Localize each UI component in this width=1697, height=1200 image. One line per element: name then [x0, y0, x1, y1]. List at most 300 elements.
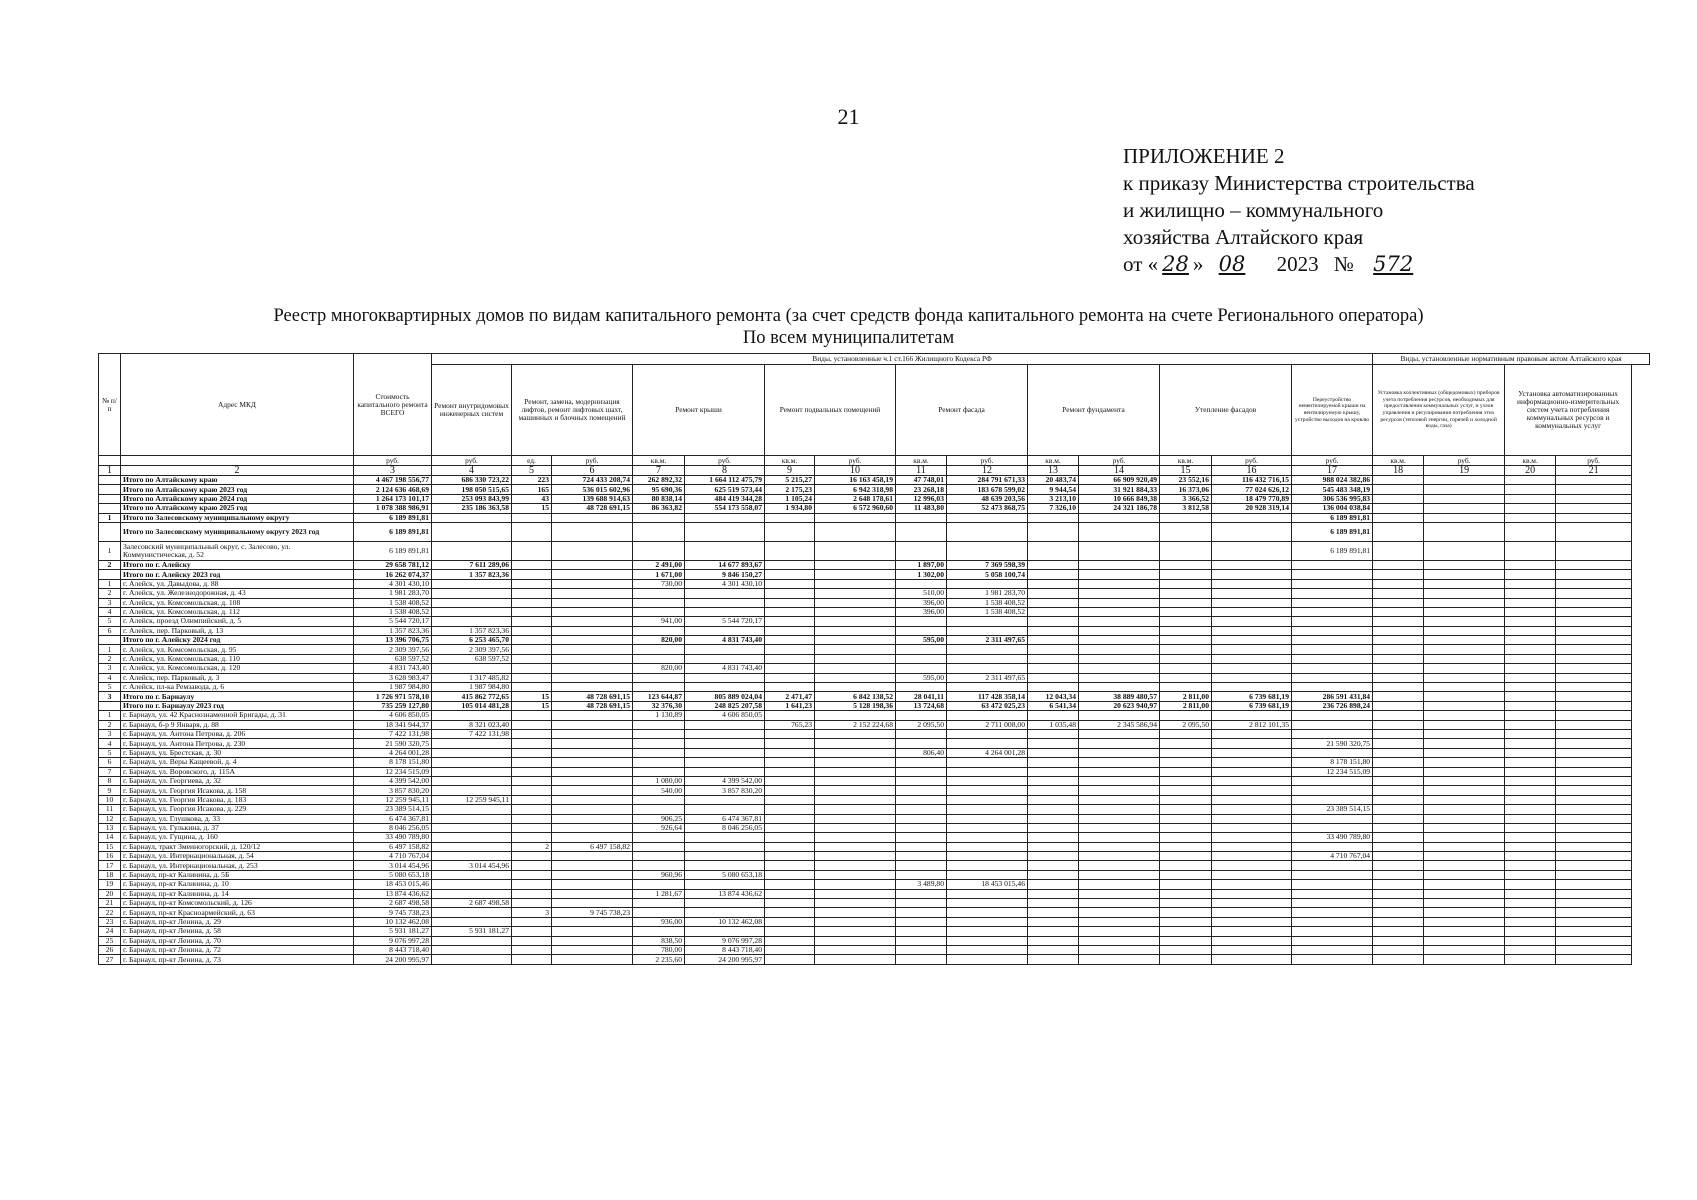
value-cell	[765, 589, 815, 598]
value-cell	[1373, 748, 1424, 757]
value-cell	[1028, 758, 1079, 767]
value-cell	[1160, 842, 1212, 851]
value-cell	[432, 889, 512, 898]
value-cell: 1 302,00	[896, 570, 947, 579]
index-cell: 21	[1556, 466, 1632, 476]
value-cell	[1160, 852, 1212, 861]
value-cell	[432, 936, 512, 945]
value-cell	[1424, 927, 1505, 936]
value-cell: 8 178 151,80	[354, 758, 432, 767]
header-cell: Ремонт фундамента	[1028, 365, 1160, 456]
value-cell	[1424, 476, 1505, 485]
value-cell: 48 639 203,56	[947, 494, 1028, 503]
value-cell	[765, 880, 815, 889]
value-cell: 820,00	[633, 664, 685, 673]
value-cell	[765, 945, 815, 954]
value-cell	[1079, 833, 1160, 842]
value-cell	[1505, 852, 1556, 861]
value-cell	[1505, 880, 1556, 889]
row-number-cell: 5	[99, 683, 121, 692]
value-cell	[685, 607, 765, 616]
value-cell	[1373, 513, 1424, 522]
value-cell	[1212, 636, 1292, 645]
value-cell: 18 453 015,46	[354, 880, 432, 889]
row-number-cell	[99, 522, 121, 541]
table-row	[99, 645, 1650, 654]
value-cell	[1556, 908, 1632, 917]
value-cell	[896, 664, 947, 673]
value-cell: 2 687 498,58	[354, 899, 432, 908]
row-number-cell	[99, 494, 121, 503]
address-cell: г. Алейск, ул. Комсомольская, д. 120	[121, 664, 354, 673]
value-cell: 23 389 514,15	[1292, 805, 1373, 814]
value-cell	[1160, 908, 1212, 917]
value-cell	[1424, 541, 1505, 560]
value-cell	[552, 617, 633, 626]
value-cell	[1556, 654, 1632, 663]
value-cell	[512, 560, 552, 569]
value-cell	[685, 739, 765, 748]
value-cell	[1505, 607, 1556, 616]
value-cell: 1 981 283,70	[354, 589, 432, 598]
value-cell	[512, 748, 552, 757]
value-cell	[1292, 598, 1373, 607]
value-cell	[1079, 927, 1160, 936]
value-cell	[815, 861, 896, 870]
value-cell	[552, 889, 633, 898]
value-cell	[1556, 861, 1632, 870]
value-cell: 14 677 893,67	[685, 560, 765, 569]
value-cell	[1556, 833, 1632, 842]
table-row	[99, 598, 1650, 607]
value-cell	[1556, 626, 1632, 635]
value-cell	[896, 758, 947, 767]
value-cell	[1160, 955, 1212, 964]
value-cell	[1212, 758, 1292, 767]
value-cell	[1028, 522, 1079, 541]
address-cell: г. Барнаул, пр-кт Ленина, д. 29	[121, 917, 354, 926]
value-cell	[1212, 626, 1292, 635]
index-cell: 10	[815, 466, 896, 476]
value-cell	[1373, 711, 1424, 720]
value-cell	[896, 870, 947, 879]
unit-cell	[99, 456, 121, 466]
value-cell	[1505, 908, 1556, 917]
value-cell	[1292, 560, 1373, 569]
value-cell	[633, 607, 685, 616]
value-cell	[947, 645, 1028, 654]
value-cell	[1556, 814, 1632, 823]
value-cell	[896, 683, 947, 692]
value-cell: 2 311 497,65	[947, 673, 1028, 682]
value-cell	[1292, 626, 1373, 635]
value-cell	[1505, 683, 1556, 692]
row-number-cell: 14	[99, 833, 121, 842]
value-cell: 18 341 944,37	[354, 720, 432, 729]
table-row	[99, 626, 1650, 635]
value-cell	[1160, 870, 1212, 879]
value-cell: 1 078 388 986,91	[354, 504, 432, 513]
value-cell	[1292, 889, 1373, 898]
value-cell	[1505, 541, 1556, 560]
value-cell	[1373, 579, 1424, 588]
value-cell	[1212, 748, 1292, 757]
value-cell	[896, 842, 947, 851]
value-cell	[1556, 607, 1632, 616]
value-cell	[1292, 683, 1373, 692]
value-cell	[896, 899, 947, 908]
value-cell: 31 921 884,33	[1079, 485, 1160, 494]
value-cell	[1505, 570, 1556, 579]
header-cell: Установка коллективных (общедомовых) приборов учета потребления ресурсов, необходимых для предоставления коммунальных услуг, и узлов управления и регулирования потребления этих ресурсов (тепловой энергии, горячей и холодной воды, газа)	[1373, 365, 1505, 456]
value-cell	[815, 823, 896, 832]
value-cell	[1373, 833, 1424, 842]
value-cell: 4 467 198 556,77	[354, 476, 432, 485]
value-cell	[1212, 852, 1292, 861]
unit-cell: кв.м.	[1160, 456, 1212, 466]
value-cell: 1 641,23	[765, 701, 815, 710]
value-cell	[1505, 589, 1556, 598]
value-cell	[765, 870, 815, 879]
value-cell: 2 235,60	[633, 955, 685, 964]
value-cell: 820,00	[633, 636, 685, 645]
address-cell: г. Барнаул, пр-кт Ленина, д. 73	[121, 955, 354, 964]
value-cell	[685, 795, 765, 804]
table-row	[99, 579, 1650, 588]
value-cell	[815, 870, 896, 879]
value-cell	[1160, 945, 1212, 954]
value-cell	[1292, 607, 1373, 616]
value-cell	[1160, 522, 1212, 541]
table-row	[99, 617, 1650, 626]
value-cell	[432, 852, 512, 861]
value-cell	[512, 776, 552, 785]
value-cell	[552, 560, 633, 569]
value-cell: 2	[512, 842, 552, 851]
address-cell: г. Алейск, ул. Комсомольская, д. 112	[121, 607, 354, 616]
value-cell	[1424, 654, 1505, 663]
table-row	[99, 955, 1650, 964]
value-cell	[1028, 645, 1079, 654]
value-cell: 1 671,00	[633, 570, 685, 579]
value-cell: 6 189 891,81	[354, 541, 432, 560]
table-row	[99, 701, 1650, 710]
value-cell	[947, 955, 1028, 964]
value-cell: 1 538 408,52	[947, 607, 1028, 616]
value-cell: 48 728 691,15	[552, 701, 633, 710]
value-cell	[1505, 494, 1556, 503]
value-cell: 838,50	[633, 936, 685, 945]
value-cell: 32 376,30	[633, 701, 685, 710]
number-label: №	[1333, 252, 1354, 276]
value-cell: 735 259 127,80	[354, 701, 432, 710]
value-cell: 2 309 397,56	[432, 645, 512, 654]
value-cell	[685, 842, 765, 851]
value-cell	[1424, 683, 1505, 692]
value-cell: 24 200 995,97	[685, 955, 765, 964]
value-cell	[1424, 513, 1505, 522]
document-title-block	[0, 305, 1697, 349]
address-cell: г. Алейск, проезд Олимпийский, д. 5	[121, 617, 354, 626]
value-cell	[685, 805, 765, 814]
value-cell	[1556, 852, 1632, 861]
value-cell: 7 369 598,39	[947, 560, 1028, 569]
value-cell	[896, 955, 947, 964]
value-cell: 29 658 781,12	[354, 560, 432, 569]
value-cell: 1 726 971 578,10	[354, 692, 432, 701]
value-cell	[1556, 485, 1632, 494]
index-cell: 3	[354, 466, 432, 476]
value-cell	[1212, 729, 1292, 738]
value-cell	[1079, 936, 1160, 945]
table-row	[99, 720, 1650, 729]
row-number-cell: 27	[99, 955, 121, 964]
value-cell: 15	[512, 692, 552, 701]
value-cell: 595,00	[896, 636, 947, 645]
value-cell	[1505, 560, 1556, 569]
value-cell	[947, 842, 1028, 851]
value-cell	[1556, 560, 1632, 569]
value-cell	[552, 823, 633, 832]
value-cell	[947, 617, 1028, 626]
value-cell	[512, 814, 552, 823]
value-cell	[1028, 880, 1079, 889]
value-cell	[512, 589, 552, 598]
value-cell	[432, 711, 512, 720]
value-cell	[1505, 823, 1556, 832]
value-cell	[1028, 927, 1079, 936]
value-cell	[1556, 476, 1632, 485]
value-cell	[552, 729, 633, 738]
address-cell: г. Барнаул, пр-кт Ленина, д. 72	[121, 945, 354, 954]
table-row	[99, 927, 1650, 936]
value-cell	[1079, 823, 1160, 832]
value-cell	[1212, 833, 1292, 842]
table-row	[99, 908, 1650, 917]
value-cell: 625 519 573,44	[685, 485, 765, 494]
value-cell	[1556, 701, 1632, 710]
value-cell: 1 317 485,82	[432, 673, 512, 682]
value-cell: 43	[512, 494, 552, 503]
value-cell: 6 842 138,52	[815, 692, 896, 701]
value-cell	[1373, 776, 1424, 785]
value-cell	[947, 823, 1028, 832]
table-row	[99, 758, 1650, 767]
value-cell: 1 664 112 475,79	[685, 476, 765, 485]
table-row	[99, 945, 1650, 954]
row-number-cell: 2	[99, 589, 121, 598]
value-cell: 396,00	[896, 598, 947, 607]
value-cell	[765, 786, 815, 795]
value-cell	[815, 570, 896, 579]
row-number-cell: 1	[99, 579, 121, 588]
address-cell: г. Барнаул, б-р 9 Января, д. 88	[121, 720, 354, 729]
value-cell	[512, 522, 552, 541]
value-cell: 2 811,00	[1160, 692, 1212, 701]
value-cell	[1079, 899, 1160, 908]
table-row	[99, 805, 1650, 814]
value-cell	[815, 927, 896, 936]
header-cell: Стоимость капитального ремонта ВСЕГО	[354, 354, 432, 456]
row-number-cell: 4	[99, 673, 121, 682]
value-cell: 9 846 150,27	[685, 570, 765, 579]
value-cell	[1028, 870, 1079, 879]
value-cell	[896, 522, 947, 541]
value-cell	[1505, 861, 1556, 870]
value-cell	[896, 936, 947, 945]
value-cell: 11 483,80	[896, 504, 947, 513]
value-cell: 80 838,14	[633, 494, 685, 503]
unit-cell: руб.	[1292, 456, 1373, 466]
value-cell	[633, 673, 685, 682]
value-cell	[947, 795, 1028, 804]
table-row	[99, 899, 1650, 908]
row-number-cell: 1	[99, 711, 121, 720]
value-cell	[1424, 701, 1505, 710]
value-cell: 3 857 830,20	[354, 786, 432, 795]
value-cell: 248 825 207,58	[685, 701, 765, 710]
row-number-cell: 19	[99, 880, 121, 889]
value-cell: 13 874 436,62	[685, 889, 765, 898]
value-cell	[1160, 673, 1212, 682]
value-cell	[1424, 748, 1505, 757]
value-cell	[1212, 541, 1292, 560]
value-cell	[765, 852, 815, 861]
value-cell	[1373, 654, 1424, 663]
value-cell: 1 281,67	[633, 889, 685, 898]
value-cell	[815, 805, 896, 814]
value-cell	[815, 955, 896, 964]
value-cell	[1292, 795, 1373, 804]
value-cell	[1028, 889, 1079, 898]
value-cell	[1373, 664, 1424, 673]
value-cell: 3 213,10	[1028, 494, 1079, 503]
value-cell	[1292, 589, 1373, 598]
value-cell	[512, 664, 552, 673]
value-cell	[1373, 626, 1424, 635]
value-cell	[1424, 852, 1505, 861]
value-cell	[815, 795, 896, 804]
value-cell: 906,25	[633, 814, 685, 823]
value-cell: 47 748,01	[896, 476, 947, 485]
value-cell: 5 080 653,18	[685, 870, 765, 879]
value-cell	[552, 758, 633, 767]
row-number-cell: 7	[99, 767, 121, 776]
address-cell: г. Алейск, ул. Комсомольская, д. 110	[121, 654, 354, 663]
value-cell	[896, 889, 947, 898]
value-cell	[1292, 917, 1373, 926]
unit-cell: руб.	[1212, 456, 1292, 466]
value-cell	[1424, 598, 1505, 607]
value-cell: 16 373,06	[1160, 485, 1212, 494]
handwritten-day: 28	[1162, 252, 1189, 276]
value-cell: 6 189 891,81	[1292, 541, 1373, 560]
appendix-line: хозяйства Алтайского края	[1123, 225, 1364, 249]
value-cell	[1028, 739, 1079, 748]
value-cell	[1505, 767, 1556, 776]
value-cell	[432, 748, 512, 757]
value-cell	[765, 917, 815, 926]
index-cell: 2	[121, 466, 354, 476]
value-cell	[1373, 617, 1424, 626]
value-cell: 3 489,80	[896, 880, 947, 889]
value-cell	[1160, 917, 1212, 926]
value-cell	[1079, 852, 1160, 861]
unit-cell: руб.	[685, 456, 765, 466]
value-cell	[947, 729, 1028, 738]
unit-cell: руб.	[1079, 456, 1160, 466]
value-cell: 235 186 363,58	[432, 504, 512, 513]
value-cell: 2 711 008,00	[947, 720, 1028, 729]
value-cell	[947, 870, 1028, 879]
value-cell: 1 264 173 101,17	[354, 494, 432, 503]
value-cell	[1212, 767, 1292, 776]
value-cell: 24 321 186,78	[1079, 504, 1160, 513]
value-cell	[1028, 541, 1079, 560]
value-cell	[1212, 814, 1292, 823]
value-cell	[765, 711, 815, 720]
value-cell	[512, 767, 552, 776]
table-row	[99, 636, 1650, 645]
value-cell	[1028, 776, 1079, 785]
value-cell	[815, 654, 896, 663]
value-cell: 6 739 681,19	[1212, 701, 1292, 710]
value-cell	[1424, 570, 1505, 579]
row-number-cell: 24	[99, 927, 121, 936]
value-cell	[512, 823, 552, 832]
value-cell	[1028, 626, 1079, 635]
value-cell	[815, 729, 896, 738]
value-cell	[1212, 842, 1292, 851]
value-cell	[1373, 494, 1424, 503]
value-cell	[896, 513, 947, 522]
value-cell	[815, 917, 896, 926]
value-cell	[1505, 945, 1556, 954]
value-cell: 540,00	[633, 786, 685, 795]
value-cell	[552, 683, 633, 692]
value-cell	[1212, 776, 1292, 785]
value-cell	[947, 861, 1028, 870]
value-cell	[1373, 795, 1424, 804]
value-cell	[1505, 842, 1556, 851]
value-cell: 2 309 397,56	[354, 645, 432, 654]
value-cell	[1160, 729, 1212, 738]
value-cell	[1212, 786, 1292, 795]
value-cell	[765, 739, 815, 748]
value-cell: 1 130,89	[633, 711, 685, 720]
value-cell	[815, 776, 896, 785]
value-cell	[947, 917, 1028, 926]
value-cell	[815, 814, 896, 823]
value-cell	[512, 945, 552, 954]
value-cell	[1160, 654, 1212, 663]
value-cell	[1556, 795, 1632, 804]
value-cell	[1212, 711, 1292, 720]
address-cell: Итого по Залесовскому муниципальному округу	[121, 513, 354, 522]
row-number-cell	[99, 476, 121, 485]
value-cell	[815, 899, 896, 908]
value-cell	[1505, 522, 1556, 541]
value-cell	[1424, 758, 1505, 767]
value-cell	[1028, 683, 1079, 692]
value-cell	[1556, 494, 1632, 503]
value-cell	[1373, 720, 1424, 729]
value-cell	[1373, 945, 1424, 954]
value-cell: 21 590 320,75	[354, 739, 432, 748]
value-cell	[947, 945, 1028, 954]
table-row	[99, 504, 1650, 513]
value-cell	[1505, 692, 1556, 701]
